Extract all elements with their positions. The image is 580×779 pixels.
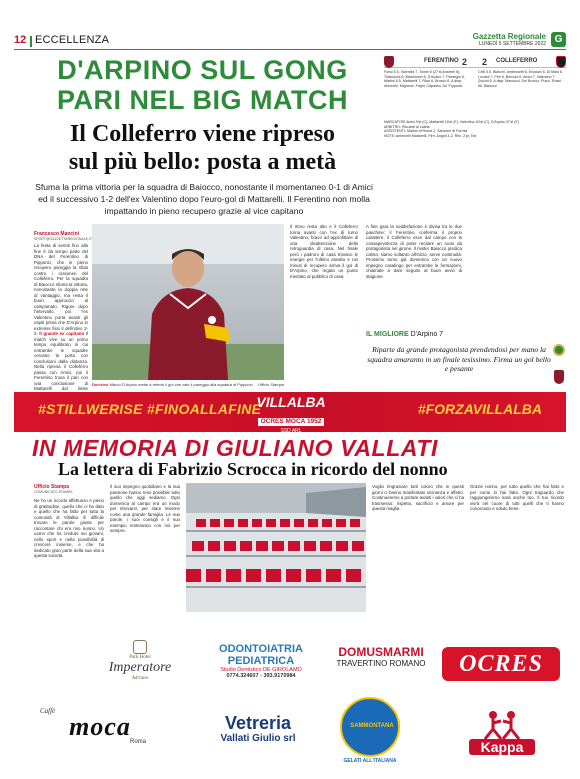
memorial-column-2: Il suo impegno quotidiano e la sua passione hanno reso possibile tutto quello che oggi vediamo. Ogni domenica al campo era un modo per ritrovarsi, per stare insieme come una grande famiglia. Le sue parole, i suoi consigli e il suo esempio resteranno con noi per sempre. bbox=[110, 484, 180, 533]
standfirst: Sfuma la prima vittoria per la squadra di Baiocco, nonostante il momentaneo 0-1 di Amici ed il successivo 1-2 dell'ex Valentino dopo l'euro-gol di Mattarelli. Il Ferentino non molla impattando in pieno recupero grazie al vice capitano bbox=[35, 182, 373, 216]
page-header bbox=[14, 34, 566, 50]
villalba-badge bbox=[245, 394, 337, 434]
sponsor-kappa-name: Kappa bbox=[469, 739, 536, 755]
assistants: ASSISTENTI: Martini di Roma 2, Sanzone di Formia bbox=[384, 129, 468, 134]
article-col1-text: La festa di sentiti fino alla fine è da tempo parte del DNA del Ferentino di Pipponzi, che in pieno recupero pareggia la sfida contro i rossoneri del Colleferro. Per la squadra di Baiocco sfuma la vittoria, nonostante la doppia rete di vantaggio, ma resta il buon approccio al campionato. Rigore dopo l'intervallo, poi l'ex Valentino porta avanti gli ospiti prima che D'Arpino in extremis fissi il definitivo 2-2. bbox=[34, 243, 88, 336]
sponsor-vetreria bbox=[204, 713, 312, 744]
sponsor-odonto-line3: Studio Dentistico DE GIROLAMO bbox=[220, 667, 302, 673]
hotel-crest-icon bbox=[133, 640, 147, 654]
badge-legal: SSD ARL bbox=[280, 428, 302, 434]
away-lineup: Celli 5.5, Bianchi, Ambrosetti 6, Ercolani 6, Di Maio 6, Luciani 7, Pirri 6, Bernoni 6, Amici 7, Valentino 7, Zocchi 6. A disp: Marcucci, Del Brocco, Pucci, Rossi. All. Baiocco bbox=[478, 70, 563, 88]
home-team-name: FERENTINO bbox=[424, 58, 459, 64]
home-lineup: Fonsi 5.5, Valentini 7, Tomei 6 (27'st Anselmi 6), Tiraboschi 6, Bartolomei 6, D'Arpino 7, Pessegni 6, Martini 6.5, Mattarelli 7, Ricci 6, Brusco 6. A disp: Antonelli, Mignone, Frighi, Capasso. All. Pipponzi bbox=[384, 70, 466, 88]
memorial-byline: Ufficio Stampa bbox=[34, 484, 70, 490]
sponsor-odonto-phone: 0774.324607 - 393.9170984 bbox=[226, 673, 296, 679]
match-notes: NOTE: Ammoniti Mattarelli, Pirri. Angoli 4-2. Rec. 2'pt, 5'st bbox=[384, 133, 477, 138]
sponsor-odonto-line2: PEDIATRICA bbox=[227, 655, 295, 667]
sponsor-imperatore bbox=[100, 640, 180, 681]
match-photo bbox=[92, 224, 284, 380]
sponsor-ocres-logo: OCRES bbox=[459, 651, 543, 677]
newspaper-name: Gazzetta Regionale bbox=[472, 32, 546, 41]
best-player bbox=[366, 331, 443, 338]
sponsor-imperatore-line2: Imperatore bbox=[108, 660, 172, 675]
memorial-column-1: Ne ho un ricordo affettuoso e pieno di gratitudine, quello che ci ha dato e quello che ha fatto per tutta la comunità di Villalba. È difficile trovare le parole giuste per raccontare chi era mio nonno. Un uomo che ha creduto nei giovani, nello sport e nella possibilità di crescere insieme, e che ha dedicato gran parte della sua vita a questa società. bbox=[34, 498, 104, 558]
kicker-line-2: PARI NEL BIG MATCH bbox=[57, 85, 348, 115]
sponsor-kappa bbox=[452, 709, 552, 757]
sponsor-moca-line2: moca bbox=[69, 712, 131, 741]
sponsor-domusmarmi bbox=[326, 645, 436, 668]
best-player-name: D'Arpino 7 bbox=[410, 331, 444, 338]
banner-hashtags-left: #STILLWERISE #FINOALLAFINE bbox=[38, 401, 262, 417]
memorial-column-3: Voglio ringraziare tutti coloro che in questi giorni ci hanno manifestato vicinanza e affetto. Continueremo a portare avanti i valori che ci ha trasmesso: rispetto, sacrificio e amore per questa maglia. bbox=[372, 484, 465, 511]
referee: ARBITRO: Riccardi di Latina bbox=[384, 124, 430, 129]
article-column-4 bbox=[468, 224, 564, 324]
newspaper-logo-icon: G bbox=[551, 32, 566, 47]
stadium-photo bbox=[186, 483, 366, 612]
page-number: 12 bbox=[14, 34, 27, 46]
match-scorebox bbox=[384, 56, 566, 148]
memorial-headline: IN MEMORIA DI GIULIANO VALLATI bbox=[32, 435, 438, 461]
score-row bbox=[384, 56, 566, 68]
header-divider bbox=[30, 36, 32, 47]
sponsor-domus-line2: TRAVERTINO ROMANO bbox=[336, 659, 426, 668]
best-player-quote: Riparte da grande protagonista prendendosi per mano la squadra amaranto in un finale tesissimo. Firma un gol bello e pesante bbox=[367, 345, 551, 373]
villalba-banner bbox=[14, 392, 566, 432]
article-byline-email: SPORT@GAZZETTAREGIONALE.IT bbox=[34, 237, 93, 241]
badge-club-name: VILLALBA bbox=[256, 394, 326, 410]
ferentino-crest-icon bbox=[384, 56, 394, 68]
kicker-headline bbox=[30, 55, 375, 115]
ferentino-crest-small-icon bbox=[554, 370, 564, 384]
article-column-3: A fine gara la soddisfazione è divisa tra le due panchine: il Ferentino conferma il proprio carattere, il Colleferro esce dal campo con la consapevolezza di poter recitare un ruolo da protagonista nel girone. Il mister Baiocco predica calma: siamo soltanto all'inizio, serve continuità. Prossimo turno già domenica con un nuovo impegno casalingo per entrambe le formazioni, chiamate a dare seguito al buon avvio di stagione. bbox=[366, 224, 462, 279]
medal-icon bbox=[553, 344, 565, 356]
kappa-omini-icon bbox=[479, 709, 525, 739]
sponsor-vetreria-line2: Vallati Giulio srl bbox=[220, 733, 296, 744]
stands-image bbox=[186, 483, 366, 612]
article-col1-text2: Il match vive su un primo tempo equilibrato in cui entrambe le squadre cercano la porta con conclusioni dalla distanza. Nella ripresa il Colleferro passa con Amici, poi il Ferentino trova il pari con una conclusione di Mattarelli dal limite bbox=[34, 331, 88, 391]
photo-caption bbox=[92, 382, 284, 387]
memorial-column-4: Grazie nonno, per tutto quello che hai fatto e per come lo hai fatto. Ogni traguardo che raggiungeremo sarà anche tuo. Il tuo ricordo vivrà nel cuore di tutti quelli che ti hanno conosciuto e voluto bene. bbox=[470, 484, 564, 511]
home-score: 2 bbox=[462, 57, 468, 67]
headline-line-1: Il Colleferro viene ripreso bbox=[69, 121, 336, 147]
goal-scorers: MARCATORI Amici 9'st (C), Mattarelli 15'st (F), Valentino 40'st (C), D'Arpino 47'st (F) bbox=[384, 120, 519, 124]
article-col1-subhead: Il grande ex capitano bbox=[39, 331, 85, 336]
sponsor-sammontana bbox=[322, 697, 418, 764]
sponsor-moca-line3: Roma bbox=[129, 739, 146, 745]
sponsor-vetreria-line1: Vetreria bbox=[224, 713, 292, 733]
caption-label: Decisivo bbox=[92, 382, 109, 387]
sponsor-imperatore-line1: Park Hotel bbox=[129, 655, 151, 660]
section-name: ECCELLENZA bbox=[35, 34, 110, 46]
colleferro-crest-icon bbox=[556, 56, 566, 68]
article-column-2: Il ritmo resta alto e il Colleferro torna avanti con l'ex di turno Valentino, bravo ad approfittare di una disattenzione della retroguardia di casa. Nel finale però i padroni di casa trovano le energie per l'ultimo assalto e nei minuti di recupero arriva il gol di D'Arpino, che regala un punto meritato al pubblico di casa. bbox=[290, 224, 358, 279]
sponsor-imperatore-line3: Adriano bbox=[131, 676, 149, 681]
sponsor-domus-line1: DOMUSMARMI bbox=[338, 645, 424, 659]
best-player-label: IL MIGLIORE bbox=[366, 331, 409, 338]
player-photo bbox=[92, 224, 284, 380]
photo-credit: Ufficio Stampa bbox=[257, 382, 284, 387]
issue-date: LUNEDÌ 5 SETTEMBRE 2022 bbox=[479, 41, 546, 47]
memorial-byline-sub: COMUNICATO STAMPA bbox=[34, 490, 73, 494]
sponsor-area bbox=[0, 625, 580, 779]
main-headline bbox=[30, 120, 375, 176]
banner-hashtag-right: #FORZAVILLALBA bbox=[417, 401, 542, 417]
sponsor-odontoiatria bbox=[202, 643, 320, 679]
kicker-line-1: D'ARPINO SUL GONG bbox=[57, 55, 348, 85]
away-score: 2 bbox=[482, 57, 488, 67]
sammontana-logo-icon bbox=[340, 697, 400, 757]
match-officials bbox=[384, 120, 566, 138]
memorial-subheadline: La lettera di Fabrizio Scrocca in ricordo del nonno bbox=[58, 459, 448, 479]
article-column-1 bbox=[34, 243, 88, 391]
headline-line-2: sul più bello: posta a metà bbox=[68, 149, 337, 175]
article-byline: Francesco Mancini bbox=[34, 231, 80, 237]
sponsor-ocres bbox=[442, 647, 560, 681]
sponsor-sammontana-line2: GELATI ALL'ITALIANA bbox=[343, 758, 397, 764]
sponsor-odonto-line1: ODONTOIATRIA bbox=[219, 643, 303, 655]
badge-sponsor: OCRES MOCA 1952 bbox=[258, 418, 325, 426]
sponsor-moca-line1: Caffè bbox=[40, 707, 56, 715]
sponsor-moca bbox=[40, 707, 160, 745]
away-team-name: COLLEFERRO bbox=[496, 58, 538, 64]
sponsor-sammontana-line1: SAMMONTANA bbox=[350, 723, 394, 729]
caption-text: Marco D'Arpino mette a referto il gol che vale il pareggio alla squadra di Pipponzi bbox=[109, 382, 253, 387]
